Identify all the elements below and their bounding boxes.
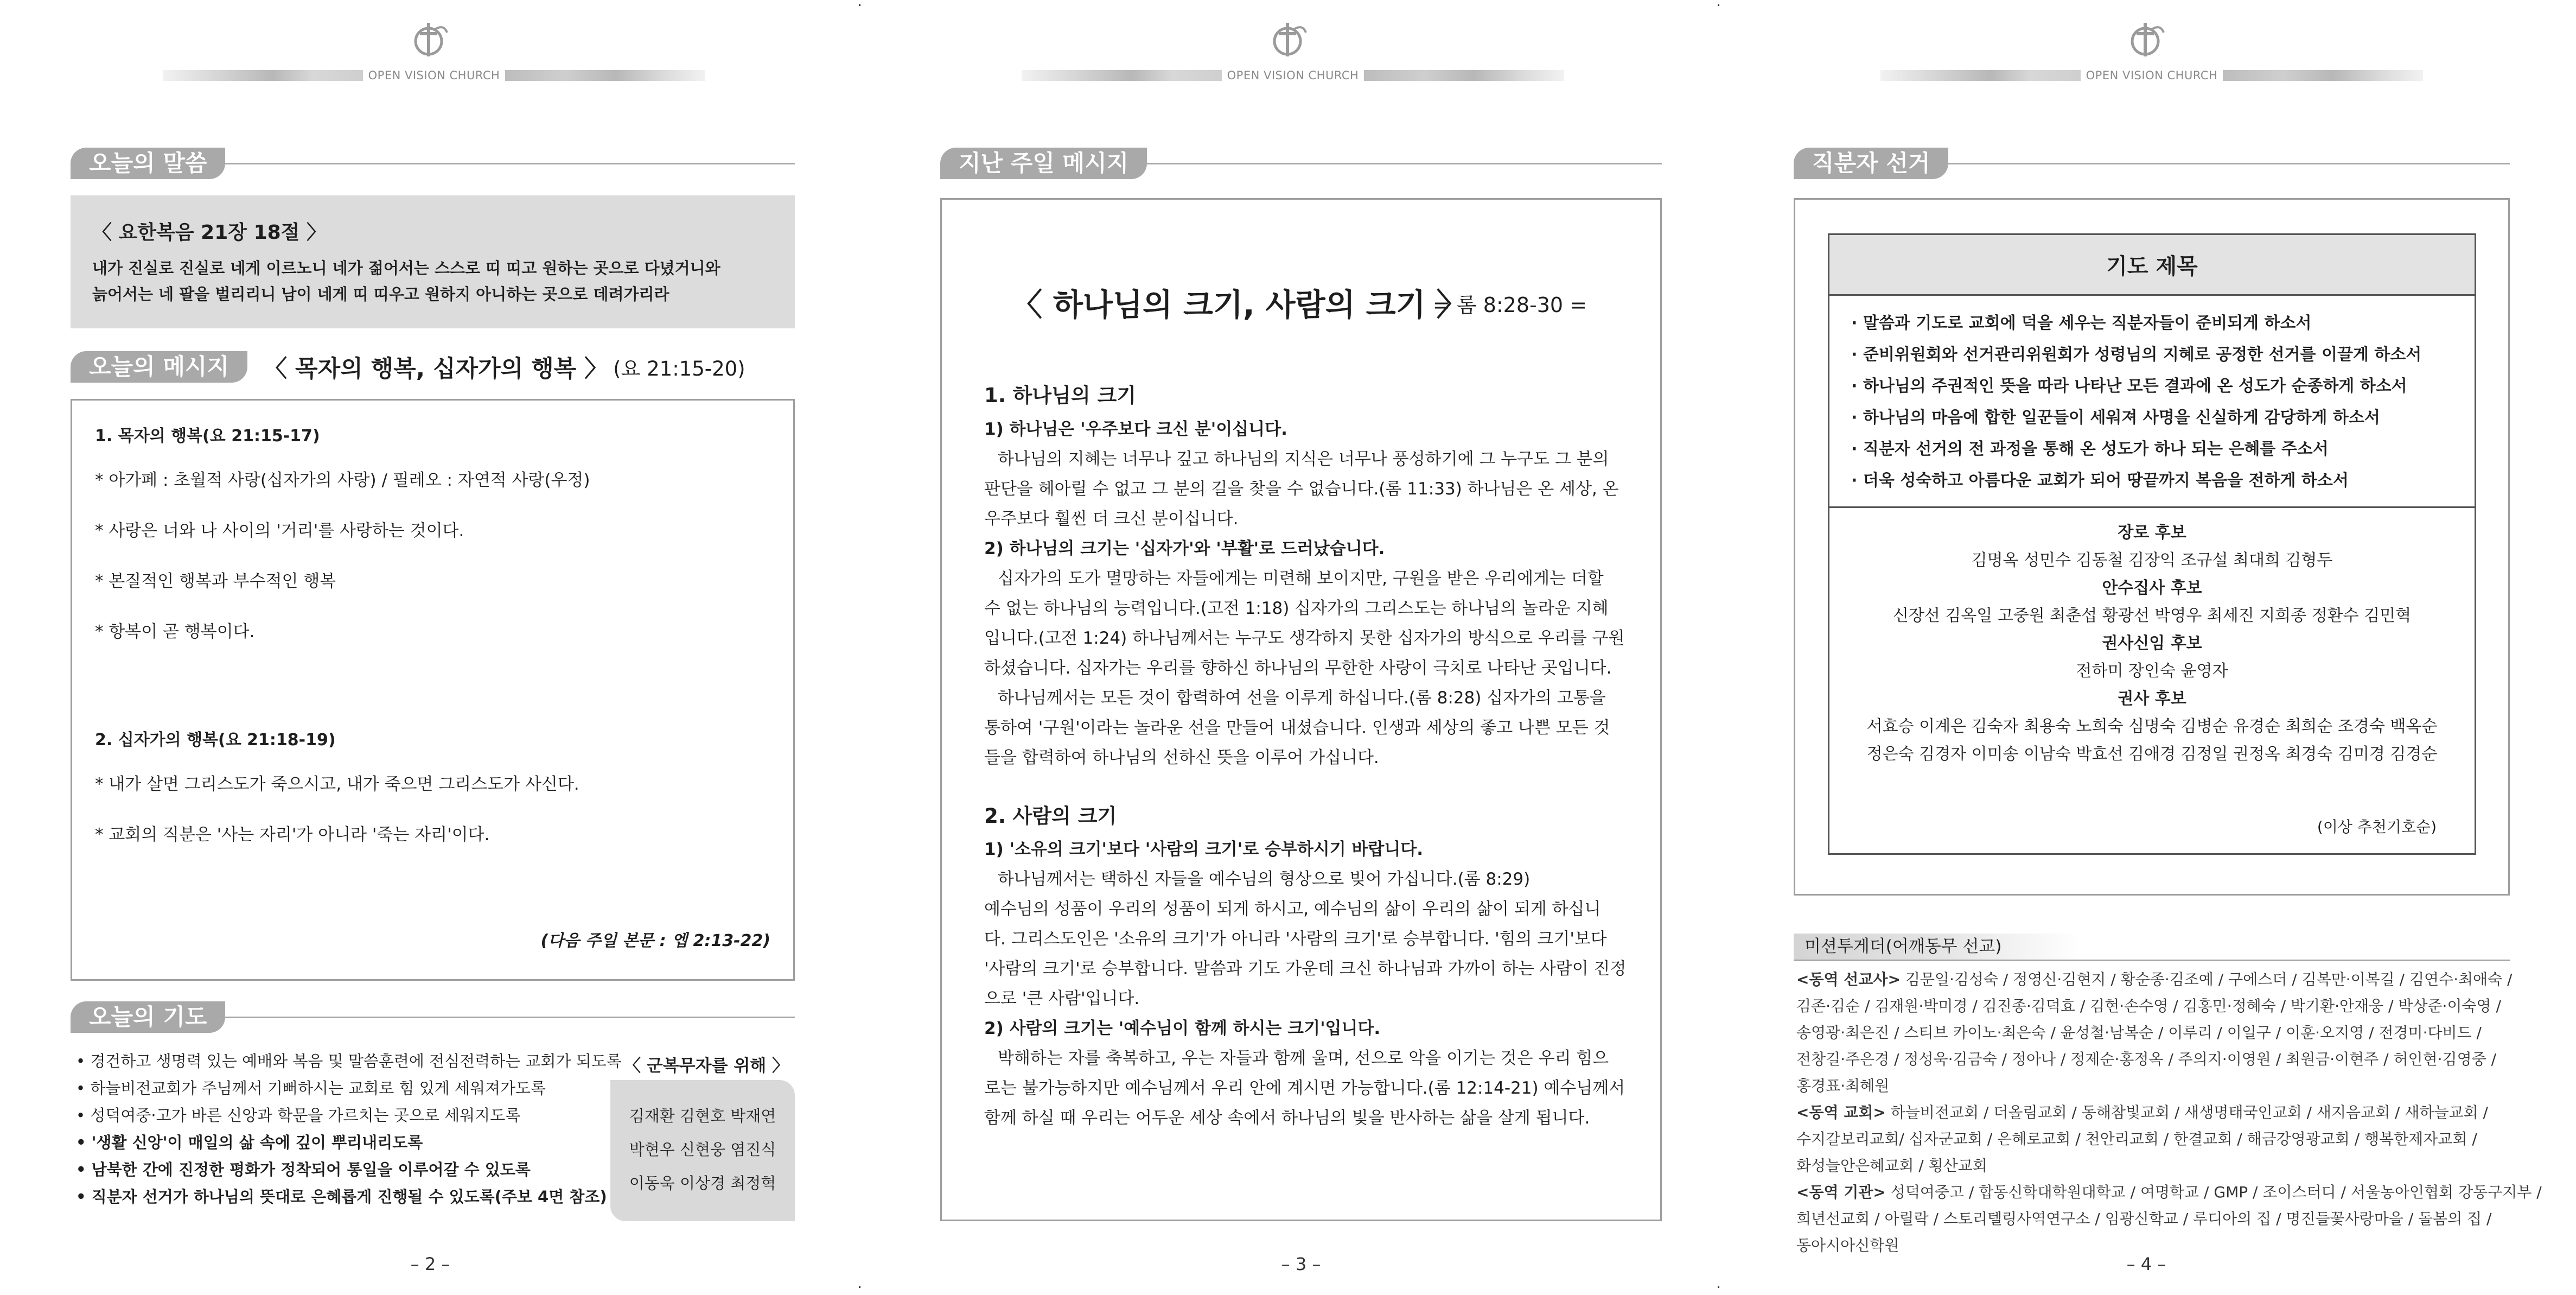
church-logo-icon bbox=[1267, 17, 1310, 61]
header-bar bbox=[1880, 69, 2423, 81]
header-bar-left bbox=[163, 70, 363, 81]
header-bar-right bbox=[2223, 70, 2423, 81]
outline-item: * 본질적인 행복과 부수적인 행복 bbox=[95, 572, 336, 591]
mission-line bbox=[1796, 1072, 2542, 1099]
prayer-item: • '생활 신앙'이 매일의 삶 속에 깊이 뿌리내리도록 bbox=[76, 1133, 423, 1152]
section-heading-message bbox=[71, 351, 795, 383]
prayer-item: • 남북한 간에 진정한 평화가 정착되어 통일을 이루어갈 수 있도록 bbox=[76, 1160, 531, 1179]
election-prayer-item: · 직분자 선거의 전 과정을 통해 온 성도가 하나 되는 은혜를 주소서 bbox=[1851, 440, 2329, 459]
election-prayer-list bbox=[1829, 296, 2475, 508]
candidate-names: 전하미 장인숙 윤영자 bbox=[2076, 662, 2228, 681]
sermon-line: 예수님의 성품이 우리의 성품이 되게 하시고, 예수님의 삶이 우리의 삶이 되게 하십니 bbox=[984, 899, 1601, 919]
mission-text: 하늘비전교회 / 더올림교회 / 동해참빛교회 / 새생명태국인교회 / 새지음교회 / 새하늘교회 / bbox=[1885, 1103, 2488, 1121]
message-title: 〈 목자의 행복, 십자가의 행복 〉 bbox=[264, 355, 608, 383]
election-prayer-item: · 하나님의 마음에 합한 일꾼들이 세워져 사명을 신실하게 감당하게 하소서 bbox=[1851, 408, 2380, 427]
section-label: 직분자 선거 bbox=[1794, 148, 1948, 179]
page-header bbox=[0, 12, 859, 82]
mission-text: 김문일·김성숙 / 정영신·김현지 / 황순종·김조예 / 구에스더 / 김복만·이복길 / 김연수·최애숙 / bbox=[1900, 970, 2513, 988]
section-heading-election bbox=[1794, 148, 2510, 179]
sermon-point-heading: 2) 하나님의 크기는 '십자가'와 '부활'로 드러났습니다. bbox=[984, 539, 1385, 558]
military-names-row: 박현우 신현웅 염진식 bbox=[629, 1140, 776, 1159]
header-bar bbox=[1022, 69, 1564, 81]
sermon-line: 함께 하실 때 우리는 어두운 세상 속에서 하나님의 빛을 반사하는 삶을 살게 됩니다. bbox=[984, 1108, 1590, 1128]
section-heading-prayer bbox=[71, 1001, 795, 1033]
mission-title: 미션투게더(어깨동무 선교) bbox=[1805, 937, 2002, 956]
header-bar-left bbox=[1022, 70, 1222, 81]
sermon-point-heading: 2) 사람의 크기는 '예수님이 함께 하시는 크기'입니다. bbox=[984, 1019, 1381, 1038]
next-week-text: (다음 주일 본문 : 엡 2:13-22) bbox=[540, 931, 770, 950]
sermon-title: 〈 하나님의 크기, 사람의 크기 〉 bbox=[1011, 287, 1468, 323]
header-bar-right bbox=[505, 70, 705, 81]
mission-category: <동역 기관> bbox=[1796, 1183, 1886, 1201]
section-label: 오늘의 말씀 bbox=[71, 148, 225, 179]
military-names-row: 김재환 김현호 박재연 bbox=[629, 1107, 776, 1125]
military-names-box bbox=[610, 1080, 795, 1221]
election-prayer-item: · 더욱 성숙하고 아름다운 교회가 되어 땅끝까지 복음을 전하게 하소서 bbox=[1851, 471, 2349, 490]
message-outline-box bbox=[71, 399, 795, 981]
church-name: OPEN VISION CHURCH bbox=[1227, 69, 1359, 82]
prayer-list bbox=[76, 1048, 622, 1210]
outline-item: * 아가페 : 초월적 사랑(십자가의 사랑) / 필레오 : 자연적 사랑(우정) bbox=[95, 471, 590, 490]
mission-category: <동역 선교사> bbox=[1796, 970, 1901, 988]
candidate-group bbox=[1829, 519, 2475, 574]
sermon-line: 으로 '큰 사람'입니다. bbox=[984, 989, 1140, 1008]
candidate-names: 서효승 이계은 김숙자 최용숙 노희숙 심명숙 김병순 유경순 최희순 조경숙 백옥순 bbox=[1866, 717, 2438, 736]
sermon-line: '사람의 크기'로 승부합니다. 말씀과 기도 가운데 크신 하나님과 가까이 하는 사람이 진정 bbox=[984, 959, 1627, 979]
page-number: – 2 – bbox=[410, 1254, 450, 1274]
mission-category: <동역 교회> bbox=[1796, 1103, 1886, 1121]
military-title: 〈 군복무자를 위해 〉 bbox=[624, 1056, 789, 1076]
scripture-line: 내가 진실로 진실로 네게 이르노니 네가 젊어서는 스스로 띠 띠고 원하는 곳으로 다녔거니와 bbox=[92, 259, 720, 277]
prayer-item: • 성덕여중·고가 바른 신앙과 학문을 가르치는 곳으로 세워지도록 bbox=[76, 1106, 521, 1125]
prayer-item: • 직분자 선거가 하나님의 뜻대로 은혜롭게 진행될 수 있도록(주보 4면 참조) bbox=[76, 1188, 607, 1206]
sermon-line: 다. 그리스도인은 '소유의 크기'가 아니라 '사람의 크기'로 승부합니다. '힘의 크기'보다 bbox=[984, 929, 1607, 949]
election-prayer-item: · 말씀과 기도로 교회에 덕을 세우는 직분자들이 준비되게 하소서 bbox=[1851, 314, 2312, 333]
mission-line bbox=[1796, 1019, 2542, 1046]
sermon-section-body bbox=[984, 415, 1624, 773]
church-logo-icon bbox=[2125, 17, 2168, 61]
page-number: – 4 – bbox=[2126, 1254, 2166, 1274]
mission-text: 수지갈보리교회/ 십자군교회 / 은혜로교회 / 천안리교회 / 한결교회 / 해금강영광교회 / 행복한제자교회 / bbox=[1796, 1130, 2477, 1148]
outline-item: * 항복이 곧 행복이다. bbox=[95, 622, 255, 642]
sermon-point-heading: 1) '소유의 크기'보다 '사람의 크기'로 승부하시기 바랍니다. bbox=[984, 840, 1424, 859]
message-reference: (요 21:15-20) bbox=[613, 357, 745, 380]
mission-text: 송영광·최은진 / 스티브 카이노·최은숙 / 윤성철·남복순 / 이루리 / 이일구 / 이훈·오지영 / 전경미·다비드 / bbox=[1796, 1024, 2482, 1042]
sermon-line: 입니다.(고전 1:24) 하나님께서는 누구도 생각하지 못한 십자가의 방식으로 우리를 구원 bbox=[984, 629, 1625, 648]
sermon-section-title: 2. 사람의 크기 bbox=[984, 804, 1117, 828]
election-prayer-item: · 하나님의 주권적인 뜻을 따라 나타난 모든 결과에 온 성도가 순종하게 하소서 bbox=[1851, 377, 2407, 396]
mission-list bbox=[1796, 966, 2542, 1259]
candidate-names: 김명옥 성민수 김동철 김장익 조규설 최대희 김형두 bbox=[1971, 551, 2333, 570]
candidate-group-title: 장로 후보 bbox=[2118, 523, 2186, 542]
scripture-line: 늙어서는 네 팔을 벌리리니 남이 네게 띠 띠우고 원하지 아니하는 곳으로 데려가리라 bbox=[92, 285, 669, 303]
election-box bbox=[1794, 198, 2510, 896]
mission-text: 홍경표·최혜원 bbox=[1796, 1077, 1890, 1095]
divider bbox=[225, 1017, 795, 1018]
section-label: 오늘의 기도 bbox=[71, 1001, 225, 1033]
mission-text: 김존·김순 / 김재원·박미경 / 김진종·김덕효 / 김현·손수영 / 김홍민·정혜숙 / 박기환·안재웅 / 박상준·이숙영 / bbox=[1796, 997, 2501, 1015]
church-name: OPEN VISION CHURCH bbox=[368, 69, 500, 82]
table-title: 기도 제목 bbox=[1829, 235, 2475, 296]
mission-text: 동아시아신학원 bbox=[1796, 1236, 1899, 1254]
outline-item: * 내가 살면 그리스도가 죽으시고, 내가 죽으면 그리스도가 사신다. bbox=[95, 775, 579, 794]
page-3 bbox=[859, 0, 1718, 1295]
divider bbox=[1794, 960, 2510, 961]
election-table bbox=[1828, 233, 2476, 855]
candidate-group-title: 권사신임 후보 bbox=[2102, 634, 2202, 653]
header-bar-left bbox=[1880, 70, 2081, 81]
mission-line bbox=[1796, 1126, 2542, 1152]
candidate-group-title: 안수집사 후보 bbox=[2102, 579, 2202, 598]
page-number: – 3 – bbox=[1281, 1254, 1321, 1274]
mission-line bbox=[1796, 1205, 2542, 1232]
sermon-line: 하나님의 지혜는 너무나 깊고 하나님의 지식은 너무나 풍성하기에 그 누구도 그 분의 bbox=[998, 449, 1609, 469]
outline-section-title: 1. 목자의 행복(요 21:15-17) bbox=[95, 427, 320, 446]
sermon-line: 하나님께서는 모든 것이 합력하여 선을 이루게 하십니다.(롬 8:28) 십자가의 고통을 bbox=[998, 688, 1606, 708]
church-logo-icon bbox=[408, 17, 451, 61]
candidate-group bbox=[1829, 685, 2475, 768]
header-bar-right bbox=[1364, 70, 1564, 81]
candidate-group bbox=[1829, 574, 2475, 630]
sermon-line: 십자가의 도가 멸망하는 자들에게는 미련해 보이지만, 구원을 받은 우리에게는 더할 bbox=[998, 569, 1604, 588]
mission-text: 전창길·주은경 / 정성욱·김금숙 / 정아나 / 정제순·홍정옥 / 주의지·이영원 / 최원금·이현주 / 허인현·김영중 / bbox=[1796, 1050, 2497, 1068]
sermon-section-body bbox=[984, 835, 1627, 1133]
sermon-line: 수 없는 하나님의 능력입니다.(고전 1:18) 십자가의 그리스도는 하나님의 놀라운 지혜 bbox=[984, 599, 1609, 618]
mission-title-bar bbox=[1794, 934, 2510, 960]
prayer-item: • 하늘비전교회가 주님께서 기뻐하시는 교회로 힘 있게 세워져가도록 bbox=[76, 1079, 546, 1097]
candidate-names: 정은숙 김경자 이미송 이남숙 박효선 김애경 김정일 권정옥 최경숙 김미경 김경순 bbox=[1866, 745, 2438, 764]
scripture-box bbox=[71, 195, 795, 328]
outline-item: * 교회의 직분은 '사는 자리'가 아니라 '죽는 자리'이다. bbox=[95, 825, 490, 845]
page-header bbox=[859, 12, 1718, 82]
section-heading-last-sermon bbox=[940, 148, 1662, 179]
mission-line bbox=[1796, 966, 2542, 993]
header-bar bbox=[163, 69, 705, 81]
page-header bbox=[1718, 12, 2576, 82]
mission-line bbox=[1796, 993, 2542, 1019]
outline-section-title: 2. 십자가의 행복(요 21:18-19) bbox=[95, 731, 336, 750]
section-heading-word bbox=[71, 148, 795, 179]
candidate-list bbox=[1829, 508, 2475, 768]
divider bbox=[1147, 163, 1662, 164]
sermon-box bbox=[940, 198, 1662, 1221]
section-label: 오늘의 메시지 bbox=[71, 351, 247, 383]
section-label: 지난 주일 메시지 bbox=[940, 148, 1147, 179]
prayer-item: • 경건하고 생명력 있는 예배와 복음 및 말씀훈련에 전심전력하는 교회가 되도록 bbox=[76, 1052, 622, 1070]
election-prayer-item: · 준비위원회와 선거관리위원회가 성령님의 지혜로 공정한 선거를 이끌게 하소서 bbox=[1851, 345, 2422, 364]
sermon-line: 우주보다 훨씬 더 크신 분이십니다. bbox=[984, 509, 1239, 529]
candidate-group-title: 권사 후보 bbox=[2118, 689, 2186, 708]
scripture-reference: 〈 요한복음 21장 18절 〉 bbox=[92, 221, 326, 244]
sermon-line: 들을 합력하여 하나님의 선하신 뜻을 이루어 가십니다. bbox=[984, 748, 1379, 767]
candidate-names: 신장선 김옥일 고중원 최춘섭 황광선 박영우 최세진 지희종 정환수 김민혁 bbox=[1892, 606, 2412, 625]
sermon-line: 박해하는 자를 축복하고, 우는 자들과 함께 울며, 선으로 악을 이기는 것은 우리 힘으 bbox=[998, 1049, 1609, 1068]
sermon-line: 로는 불가능하지만 예수님께서 우리 안에 계시면 가능합니다.(롬 12:14-21) 예수님께서 bbox=[984, 1078, 1625, 1098]
page-4 bbox=[1718, 0, 2576, 1295]
mission-text: 희년선교회 / 아릴락 / 스토리텔링사역연구소 / 임광신학교 / 루디아의 집 / 명진들꽃사랑마을 / 돌봄의 집 / bbox=[1796, 1210, 2492, 1228]
sermon-section-title: 1. 하나님의 크기 bbox=[984, 384, 1137, 407]
sermon-line: 통하여 '구원'이라는 놀라운 선을 만들어 내셨습니다. 인생과 세상의 좋고 나쁜 모든 것 bbox=[984, 718, 1610, 738]
mission-line bbox=[1796, 1179, 2542, 1205]
sermon-reference: = 롬 8:28-30 = bbox=[1433, 293, 1587, 317]
sermon-line: 판단을 헤아릴 수 없고 그 분의 길을 찾을 수 없습니다.(롬 11:33) 하나님은 온 세상, 온 bbox=[984, 479, 1619, 499]
sermon-line: 하셨습니다. 십자가는 우리를 향하신 하나님의 무한한 사랑이 극치로 나타난 곳입니다. bbox=[984, 658, 1612, 678]
sermon-point-heading: 1) 하나님은 '우주보다 크신 분'이십니다. bbox=[984, 420, 1287, 439]
divider bbox=[1948, 163, 2510, 164]
church-name: OPEN VISION CHURCH bbox=[2086, 69, 2218, 82]
recommendation-note: (이상 추천기호순) bbox=[2317, 818, 2437, 836]
mission-text: 화성늘안은혜교회 / 횡산교회 bbox=[1796, 1157, 1987, 1175]
military-names-row: 이동욱 이상경 최정혁 bbox=[629, 1174, 776, 1192]
divider bbox=[225, 163, 795, 164]
candidate-group bbox=[1829, 630, 2475, 685]
page-2 bbox=[0, 0, 859, 1295]
mission-line bbox=[1796, 1099, 2542, 1126]
outline-item: * 사랑은 너와 나 사이의 '거리'를 사랑하는 것이다. bbox=[95, 521, 464, 541]
mission-text: 성덕여중고 / 합동신학대학원대학교 / 여명학교 / GMP / 조이스터디 / 서울농아인협회 강동구지부 / bbox=[1885, 1183, 2542, 1201]
mission-line bbox=[1796, 1152, 2542, 1179]
mission-line bbox=[1796, 1046, 2542, 1072]
sermon-line: 하나님께서는 택하신 자들을 예수님의 형상으로 빚어 가십니다.(롬 8:29) bbox=[998, 869, 1531, 889]
